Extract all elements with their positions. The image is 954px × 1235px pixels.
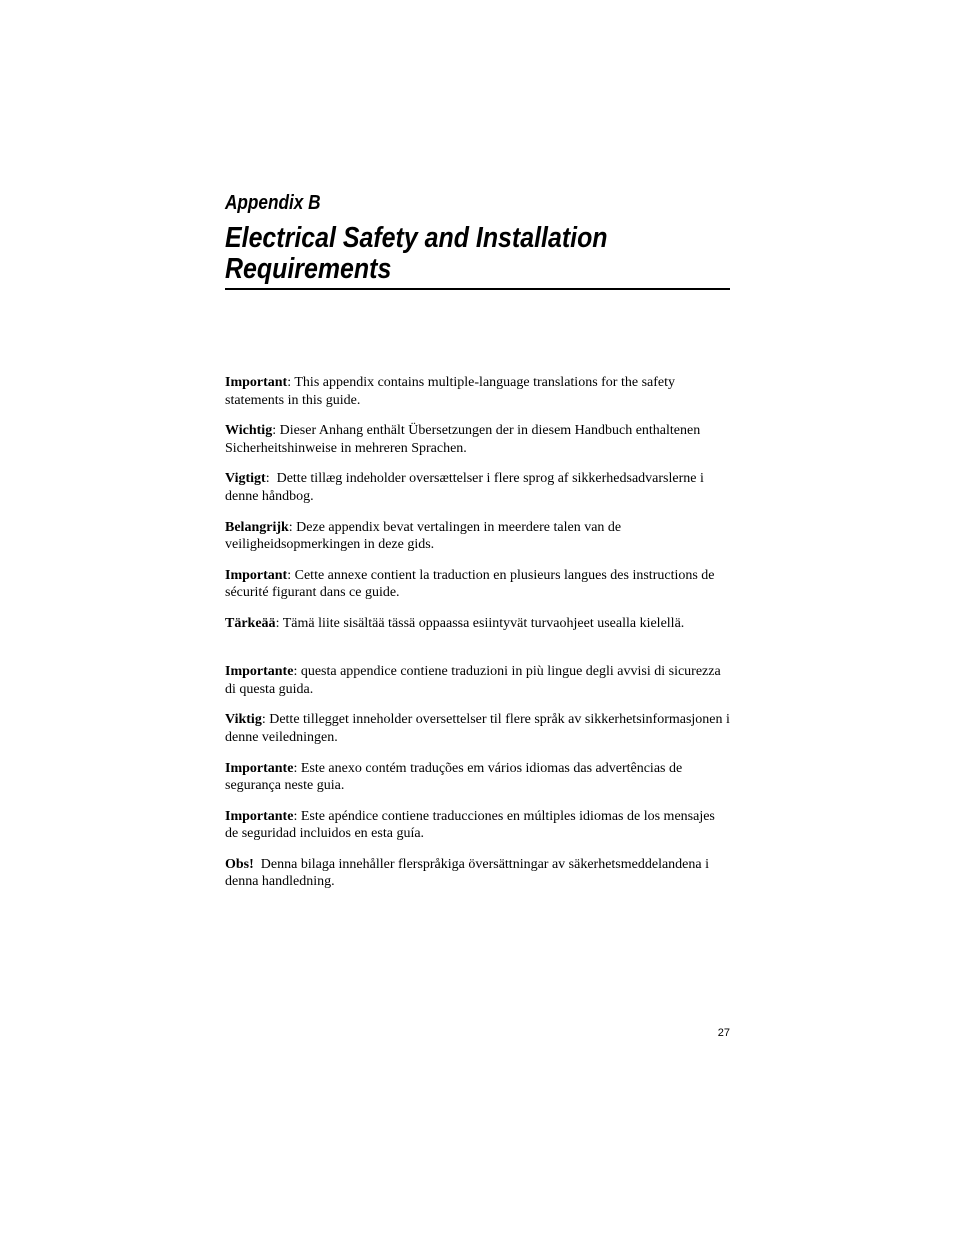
note-keyword: Belangrijk <box>225 519 289 535</box>
note-text: Cette annexe contient la traduction en plusieurs langues des instructions de sécurité figurant dans ce guide. <box>225 567 715 601</box>
note-text: Este apéndice contiene traducciones en múltiples idiomas de los mensajes de seguridad incluidos en esta guía. <box>225 808 715 842</box>
note-text: Dette tillegget inneholder oversettelser til flere språk av sikkerhetsinformasjonen i denne veiledningen. <box>225 712 730 745</box>
page-title: Electrical Safety and Installation Requirements <box>225 222 608 285</box>
note-keyword: Wichtig <box>225 423 273 439</box>
note-separator: : <box>288 519 297 535</box>
note-text: Tämä liite sisältää tässä oppaassa esiintyvät turvaohjeet usealla kielellä. <box>282 615 685 631</box>
note-keyword: Importante <box>225 664 294 680</box>
note-keyword: Importante <box>225 808 294 824</box>
note-separator: : <box>272 423 280 439</box>
note-separator: : <box>293 760 301 776</box>
note-text: Deze appendix bevat vertalingen in meerdere talen van de veiligheidsopmerkingen in deze gids. <box>225 519 622 553</box>
appendix-label: Appendix B <box>225 192 321 214</box>
note-french <box>225 567 731 602</box>
note-german <box>225 422 731 457</box>
note-text: Denna bilaga innehåller flerspråkiga översättningar av säkerhetsmeddelandena i denna handledning. <box>225 856 709 890</box>
note-text: questa appendice contiene traduzioni in più lingue degli avvisi di sicurezza di questa guida. <box>225 664 721 697</box>
note-keyword: Importante <box>225 760 294 776</box>
note-keyword: Important <box>225 567 288 583</box>
note-spanish <box>225 808 731 843</box>
translation-notes <box>225 374 731 904</box>
note-separator: : <box>265 471 277 487</box>
note-keyword: Tärkeää <box>225 615 276 631</box>
note-separator <box>254 857 261 872</box>
note-dutch <box>225 519 731 554</box>
note-keyword: Important <box>225 375 288 390</box>
note-norwegian <box>225 711 731 746</box>
note-finnish <box>225 615 731 650</box>
note-separator: : <box>293 808 301 824</box>
note-text: Dieser Anhang enthält Übersetzungen der in diesem Handbuch enthaltenen Sicherheitshinweise in mehreren Sprachen. <box>225 423 701 456</box>
note-separator: : <box>293 664 301 680</box>
note-separator: : <box>261 712 270 728</box>
note-swedish <box>225 856 731 891</box>
note-keyword: Vigtigt <box>225 471 266 487</box>
note-separator: : <box>287 567 295 583</box>
note-text: Dette tillæg indeholder oversættelser i flere sprog af sikkerhedsadvarslerne i denne håndbog. <box>225 471 704 504</box>
note-separator: : <box>287 375 295 390</box>
note-separator: : <box>275 615 283 631</box>
note-english <box>225 374 731 409</box>
note-keyword: Obs! <box>225 856 254 872</box>
note-text: This appendix contains multiple-language translations for the safety statements in this guide. <box>225 375 675 408</box>
title-divider <box>225 288 730 290</box>
note-danish <box>225 470 731 505</box>
note-portuguese <box>225 760 731 795</box>
note-keyword: Viktig <box>225 712 262 728</box>
note-text: Este anexo contém traduções em vários idiomas das advertências de segurança neste guia. <box>225 760 683 793</box>
note-italian <box>225 663 731 698</box>
page-number: 27 <box>717 1027 730 1039</box>
